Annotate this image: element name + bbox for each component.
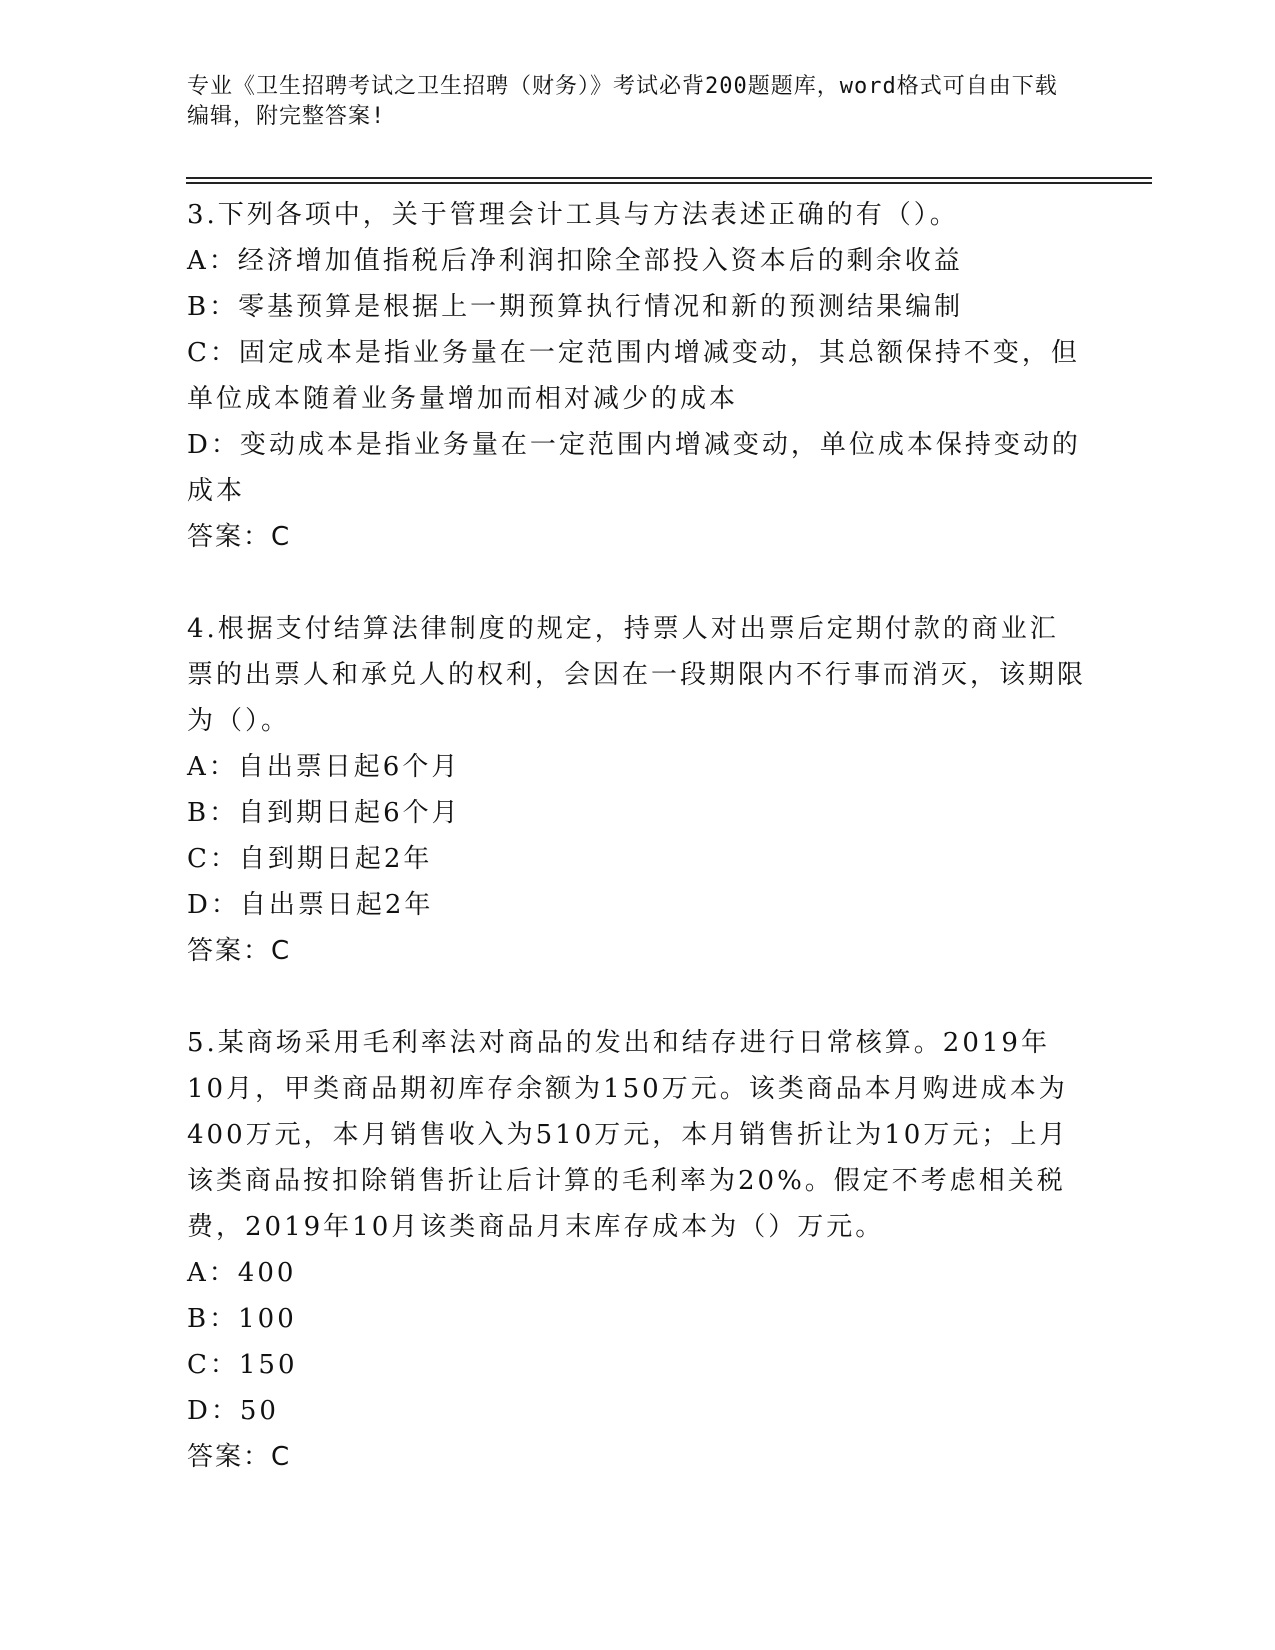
document-header: 专业《卫生招聘考试之卫生招聘（财务）》考试必背200题题库，word格式可自由下载编辑，附完整答案! [187, 74, 1058, 129]
option-c: C：150 [187, 1350, 298, 1380]
option-b: B：自到期日起6个月 [187, 798, 461, 828]
question-3 [187, 192, 1087, 560]
option-d: D：50 [187, 1396, 279, 1426]
question-4 [187, 606, 1087, 974]
question-stem: 5.某商场采用毛利率法对商品的发出和结存进行日常核算。2019年10月，甲类商品期初库存余额为150万元。该类商品本月购进成本为400万元，本月销售收入为510万元，本月销售折让为10万元；上月该类商品按扣除销售折让后计算的毛利率为20%。假定不考虑相关税费，2019年10月该类商品月末库存成本为（）万元。 [187, 1028, 1069, 1242]
answer-label: 答案：C [187, 1442, 292, 1472]
option-d: D：变动成本是指业务量在一定范围内增减变动，单位成本保持变动的成本 [187, 430, 1081, 506]
answer-label: 答案：C [187, 936, 292, 966]
option-b: B：100 [187, 1304, 297, 1334]
question-stem: 3.下列各项中，关于管理会计工具与方法表述正确的有（）。 [187, 200, 959, 230]
option-a: A：自出票日起6个月 [187, 752, 461, 782]
question-list [187, 192, 1087, 1480]
header-divider-bottom [186, 182, 1152, 184]
header-divider-top [186, 177, 1152, 179]
option-a: A：经济增加值指税后净利润扣除全部投入资本后的剩余收益 [187, 246, 963, 276]
question-stem: 4.根据支付结算法律制度的规定，持票人对出票后定期付款的商业汇票的出票人和承兑人的权利，会因在一段期限内不行事而消灭，该期限为（）。 [187, 614, 1087, 736]
option-c: C：自到期日起2年 [187, 844, 433, 874]
answer-label: 答案：C [187, 522, 292, 552]
option-d: D：自出票日起2年 [187, 890, 434, 920]
option-a: A：400 [187, 1258, 297, 1288]
question-5 [187, 1020, 1087, 1480]
option-b: B：零基预算是根据上一期预算执行情况和新的预测结果编制 [187, 292, 964, 322]
option-c: C：固定成本是指业务量在一定范围内增减变动，其总额保持不变，但单位成本随着业务量增加而相对减少的成本 [187, 338, 1080, 414]
